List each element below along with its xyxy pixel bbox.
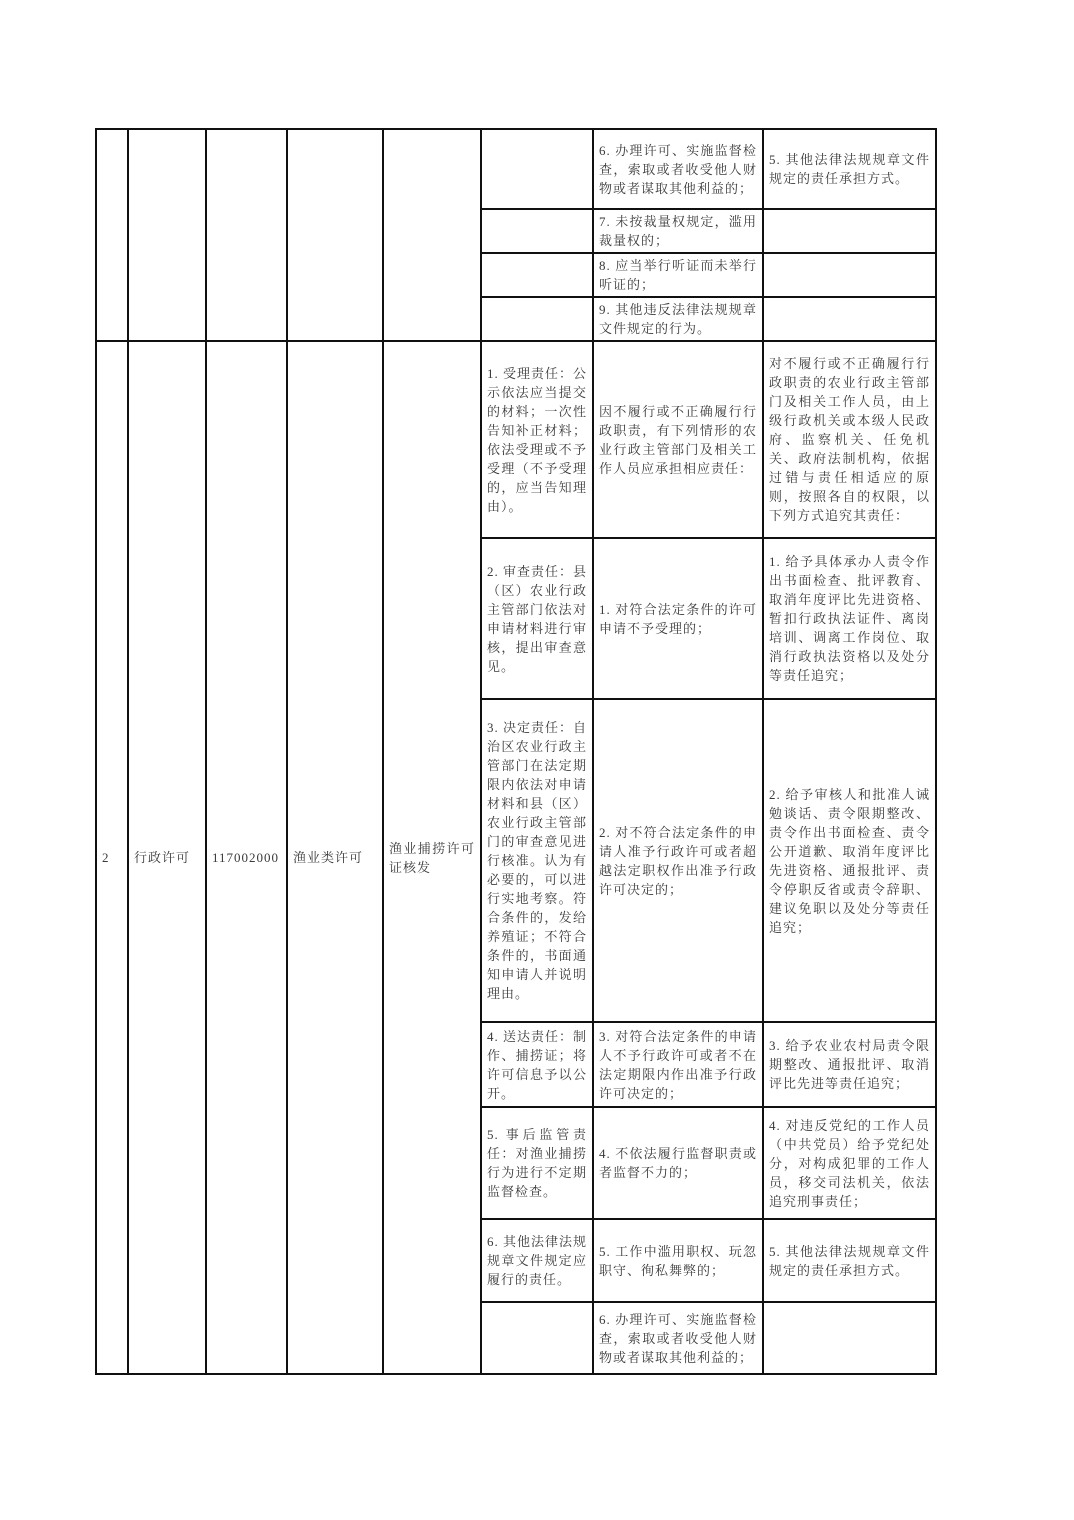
- cell-duty: 2. 审查责任：县（区）农业行政主管部门依法对申请材料进行审核，提出审查意见。: [481, 538, 593, 699]
- cell-duty: [481, 1302, 593, 1374]
- table-row: [96, 341, 936, 538]
- cell-type-prev: [287, 129, 383, 341]
- cell-consequence: 3. 给予农业农村局责令限期整改、通报批评、取消评比先进等责任追究；: [763, 1022, 936, 1107]
- cell-duty: [481, 297, 593, 341]
- cell-item: 渔业捕捞许可证核发: [383, 341, 481, 1374]
- cell-code-prev: [206, 129, 287, 341]
- cell-duty: 5. 事后监管责任：对渔业捕捞行为进行不定期监督检查。: [481, 1107, 593, 1219]
- cell-consequence: 5. 其他法律法规规章文件规定的责任承担方式。: [763, 1219, 936, 1302]
- cell-scenario: 1. 对符合法定条件的许可申请不予受理的；: [593, 538, 763, 699]
- cell-duty: 6. 其他法律法规规章文件规定应履行的责任。: [481, 1219, 593, 1302]
- cell-duty: [481, 253, 593, 297]
- cell-consequence: [763, 1302, 936, 1374]
- cell-duty: 4. 送达责任：制作、捕捞证；将许可信息予以公开。: [481, 1022, 593, 1107]
- cell-seq-prev: [96, 129, 128, 341]
- cell-duty: [481, 209, 593, 253]
- cell-consequence: 5. 其他法律法规规章文件规定的责任承担方式。: [763, 129, 936, 209]
- cell-duty: [481, 129, 593, 209]
- cell-scenario: 4. 不依法履行监督职责或者监督不力的；: [593, 1107, 763, 1219]
- cell-duty: 1. 受理责任：公示依法应当提交的材料；一次性告知补正材料；依法受理或不予受理（不予受理的，应当告知理由）。: [481, 341, 593, 538]
- cell-duty: 3. 决定责任：自治区农业行政主管部门在法定期限内依法对申请材料和县（区）农业行政主管部门的审查意见进行核准。认为有必要的，可以进行实地考察。符合条件的，发给养殖证；不符合条件的，书面通知申请人并说明理由。: [481, 699, 593, 1022]
- cell-consequence: 对不履行或不正确履行行政职责的农业行政主管部门及相关工作人员，由上级行政机关或本级人民政府、监察机关、任免机关、政府法制机构，依据过错与责任相适应的原则，按照各自的权限，以下列方式追究其责任：: [763, 341, 936, 538]
- cell-item-prev: [383, 129, 481, 341]
- cell-category: 行政许可: [128, 341, 206, 1374]
- cell-scenario: 因不履行或不正确履行行政职责，有下列情形的农业行政主管部门及相关工作人员应承担相应责任：: [593, 341, 763, 538]
- cell-code: 117002000: [206, 341, 287, 1374]
- cell-scenario: 8. 应当举行听证而未举行听证的；: [593, 253, 763, 297]
- cell-scenario: 7. 未按裁量权规定，滥用裁量权的；: [593, 209, 763, 253]
- responsibility-table: [95, 128, 937, 1375]
- cell-consequence: [763, 209, 936, 253]
- cell-consequence: 2. 给予审核人和批准人诫勉谈话、责令限期整改、责令作出书面检查、责令公开道歉、取消年度评比先进资格、通报批评、责令停职反省或责令辞职、建议免职以及处分等责任追究；: [763, 699, 936, 1022]
- cell-consequence: 1. 给予具体承办人责令作出书面检查、批评教育、取消年度评比先进资格、暂扣行政执法证件、离岗培训、调离工作岗位、取消行政执法资格以及处分等责任追究；: [763, 538, 936, 699]
- cell-category-prev: [128, 129, 206, 341]
- cell-scenario: 2. 对不符合法定条件的申请人准予行政许可或者超越法定职权作出准予行政许可决定的；: [593, 699, 763, 1022]
- cell-scenario: 5. 工作中滥用职权、玩忽职守、徇私舞弊的；: [593, 1219, 763, 1302]
- cell-scenario: 9. 其他违反法律法规规章文件规定的行为。: [593, 297, 763, 341]
- table-row: [96, 129, 936, 209]
- cell-seq: 2: [96, 341, 128, 1374]
- cell-consequence: [763, 253, 936, 297]
- cell-scenario: 3. 对符合法定条件的申请人不予行政许可或者不在法定期限内作出准予行政许可决定的；: [593, 1022, 763, 1107]
- cell-type: 渔业类许可: [287, 341, 383, 1374]
- cell-scenario: 6. 办理许可、实施监督检查，索取或者收受他人财物或者谋取其他利益的；: [593, 129, 763, 209]
- cell-consequence: 4. 对违反党纪的工作人员（中共党员）给予党纪处分，对构成犯罪的工作人员，移交司法机关，依法追究刑事责任；: [763, 1107, 936, 1219]
- cell-scenario: 6. 办理许可、实施监督检查，索取或者收受他人财物或者谋取其他利益的；: [593, 1302, 763, 1374]
- cell-consequence: [763, 297, 936, 341]
